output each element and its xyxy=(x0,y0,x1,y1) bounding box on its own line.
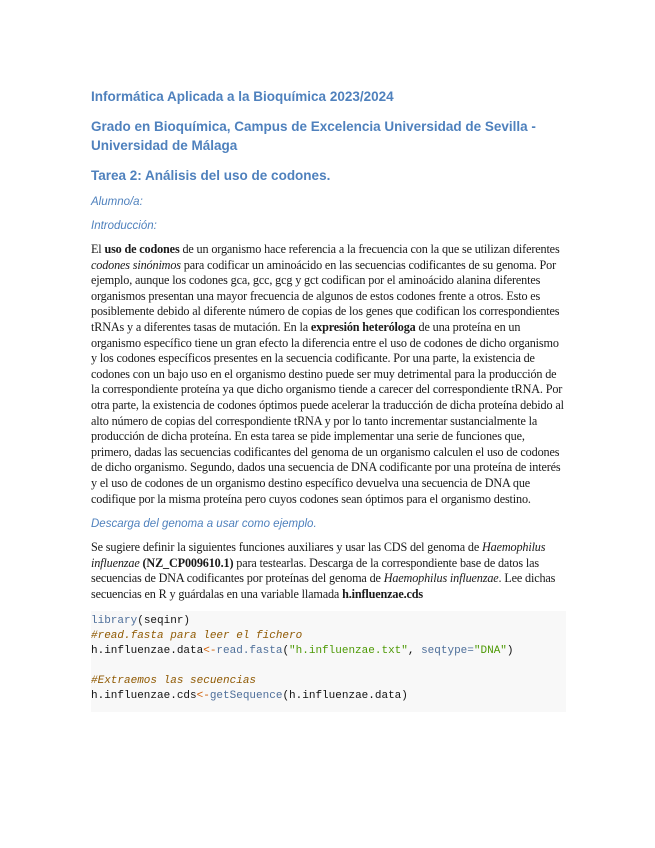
code-block xyxy=(91,611,566,712)
code-line xyxy=(91,659,566,674)
document-page xyxy=(91,88,566,712)
code-token: h.influenzae.cds xyxy=(91,690,197,703)
code-line xyxy=(91,689,566,704)
text-run: Haemophilus influenzae xyxy=(383,571,499,586)
download-paragraph xyxy=(91,540,566,602)
code-token: #read.fasta para leer el fichero xyxy=(91,630,303,643)
degree-title: Grado en Bioquímica, Campus de Excelencia Universidad de Sevilla - Universidad de Málaga xyxy=(91,119,536,153)
text-run: (NZ_CP009610.1) xyxy=(142,555,234,570)
code-line xyxy=(91,629,566,644)
intro-paragraph xyxy=(91,242,566,507)
text-run: para codificar un aminoácido en las secuencias codificantes de su genoma. Por ejemplo, aunque los codones gca, gcc, gcg y gct codifican por el aminoácido alanina diferentes organismos presentan una mayor frecuencia de algunos de estos codones frente a otros. Esto es posiblemente debido al diferente número de copias de los genes que codifican los correspondientes tRNAs y a diferentes tasas de mutación. En la xyxy=(91,257,560,334)
code-token: "h.influenzae.txt" xyxy=(289,645,408,658)
text-run: El xyxy=(91,242,105,256)
text-run: para testearlas. Descarga de la correspondiente base de datos las secuencias de DNA codificantes por proteínas del genoma de xyxy=(91,555,539,586)
intro-heading: Introducción: xyxy=(91,220,157,232)
text-run: h.influenzae.cds xyxy=(342,586,423,601)
text-run: . Lee dichas secuencias en R y guárdalas en una variable llamada xyxy=(91,571,556,601)
code-line xyxy=(91,674,566,689)
code-token: ( xyxy=(282,645,290,658)
code-token: getSequence xyxy=(209,690,283,703)
student-label: Alumno/a: xyxy=(91,196,143,208)
text-run: de una proteína en un organismo específico tiene un gran efecto la diferencia entre el uso de codones de dicho organismo y los codones específicos presentes en la secuencia codificante. Por una parte, la existencia de codones con un bajo uso en el organismo destino puede ser muy detrimental para la producción de la correspondiente proteína ya que dicho organismo tiende a carecer del correspondiente tRNA. Por otra parte, la existencia de codones óptimos puede acelerar la traducción de dicha proteína debido al alto número de copias del correspondiente tRNA y por lo tanto incrementar sustancialmente la producción de dicha proteína. En esta tarea se pide implementar una serie de funciones que, primero, dadas las secuencias codificantes del genoma de un organismo calculen el uso de codones de dicho organismo. Segundo, dados una secuencia de DNA codificante por una proteína de interés y el uso de codones de un organismo destino específico devuelva una secuencia de DNA que codifique por la misma proteína pero cuyos codones sean óptimos para el organismo destino. xyxy=(91,319,564,506)
task-title: Tarea 2: Análisis del uso de codones. xyxy=(91,168,331,183)
code-token: "DNA" xyxy=(473,645,507,658)
code-token: (h.influenzae.data) xyxy=(282,690,408,703)
text-run: expresión heteróloga xyxy=(310,319,416,334)
code-token: #Extraemos las secuencias xyxy=(91,675,257,688)
code-token: library xyxy=(91,615,138,628)
code-token: h.influenzae.data xyxy=(91,645,204,658)
text-run: uso de codones xyxy=(104,242,180,256)
download-heading: Descarga del genoma a usar como ejemplo. xyxy=(91,518,317,531)
course-title: Informática Aplicada a la Bioquímica 2023/2024 xyxy=(91,89,394,104)
code-token: ) xyxy=(506,645,514,658)
code-token: read.fasta xyxy=(216,645,283,658)
code-token: <- xyxy=(196,690,210,703)
code-token: seqtype= xyxy=(421,645,474,658)
code-token: (seqinr) xyxy=(137,615,191,628)
text-run: de un organismo hace referencia a la frecuencia con la que se utilizan diferentes xyxy=(179,242,560,256)
code-line xyxy=(91,644,566,659)
text-run: Haemophilus influenzae xyxy=(91,540,546,570)
code-token: , xyxy=(407,645,422,658)
code-token: <- xyxy=(203,645,217,658)
text-run: Se sugiere definir la siguientes funciones auxiliares y usar las CDS del genoma de xyxy=(91,540,482,555)
code-line xyxy=(91,614,566,629)
text-run: codones sinónimos xyxy=(91,257,181,272)
